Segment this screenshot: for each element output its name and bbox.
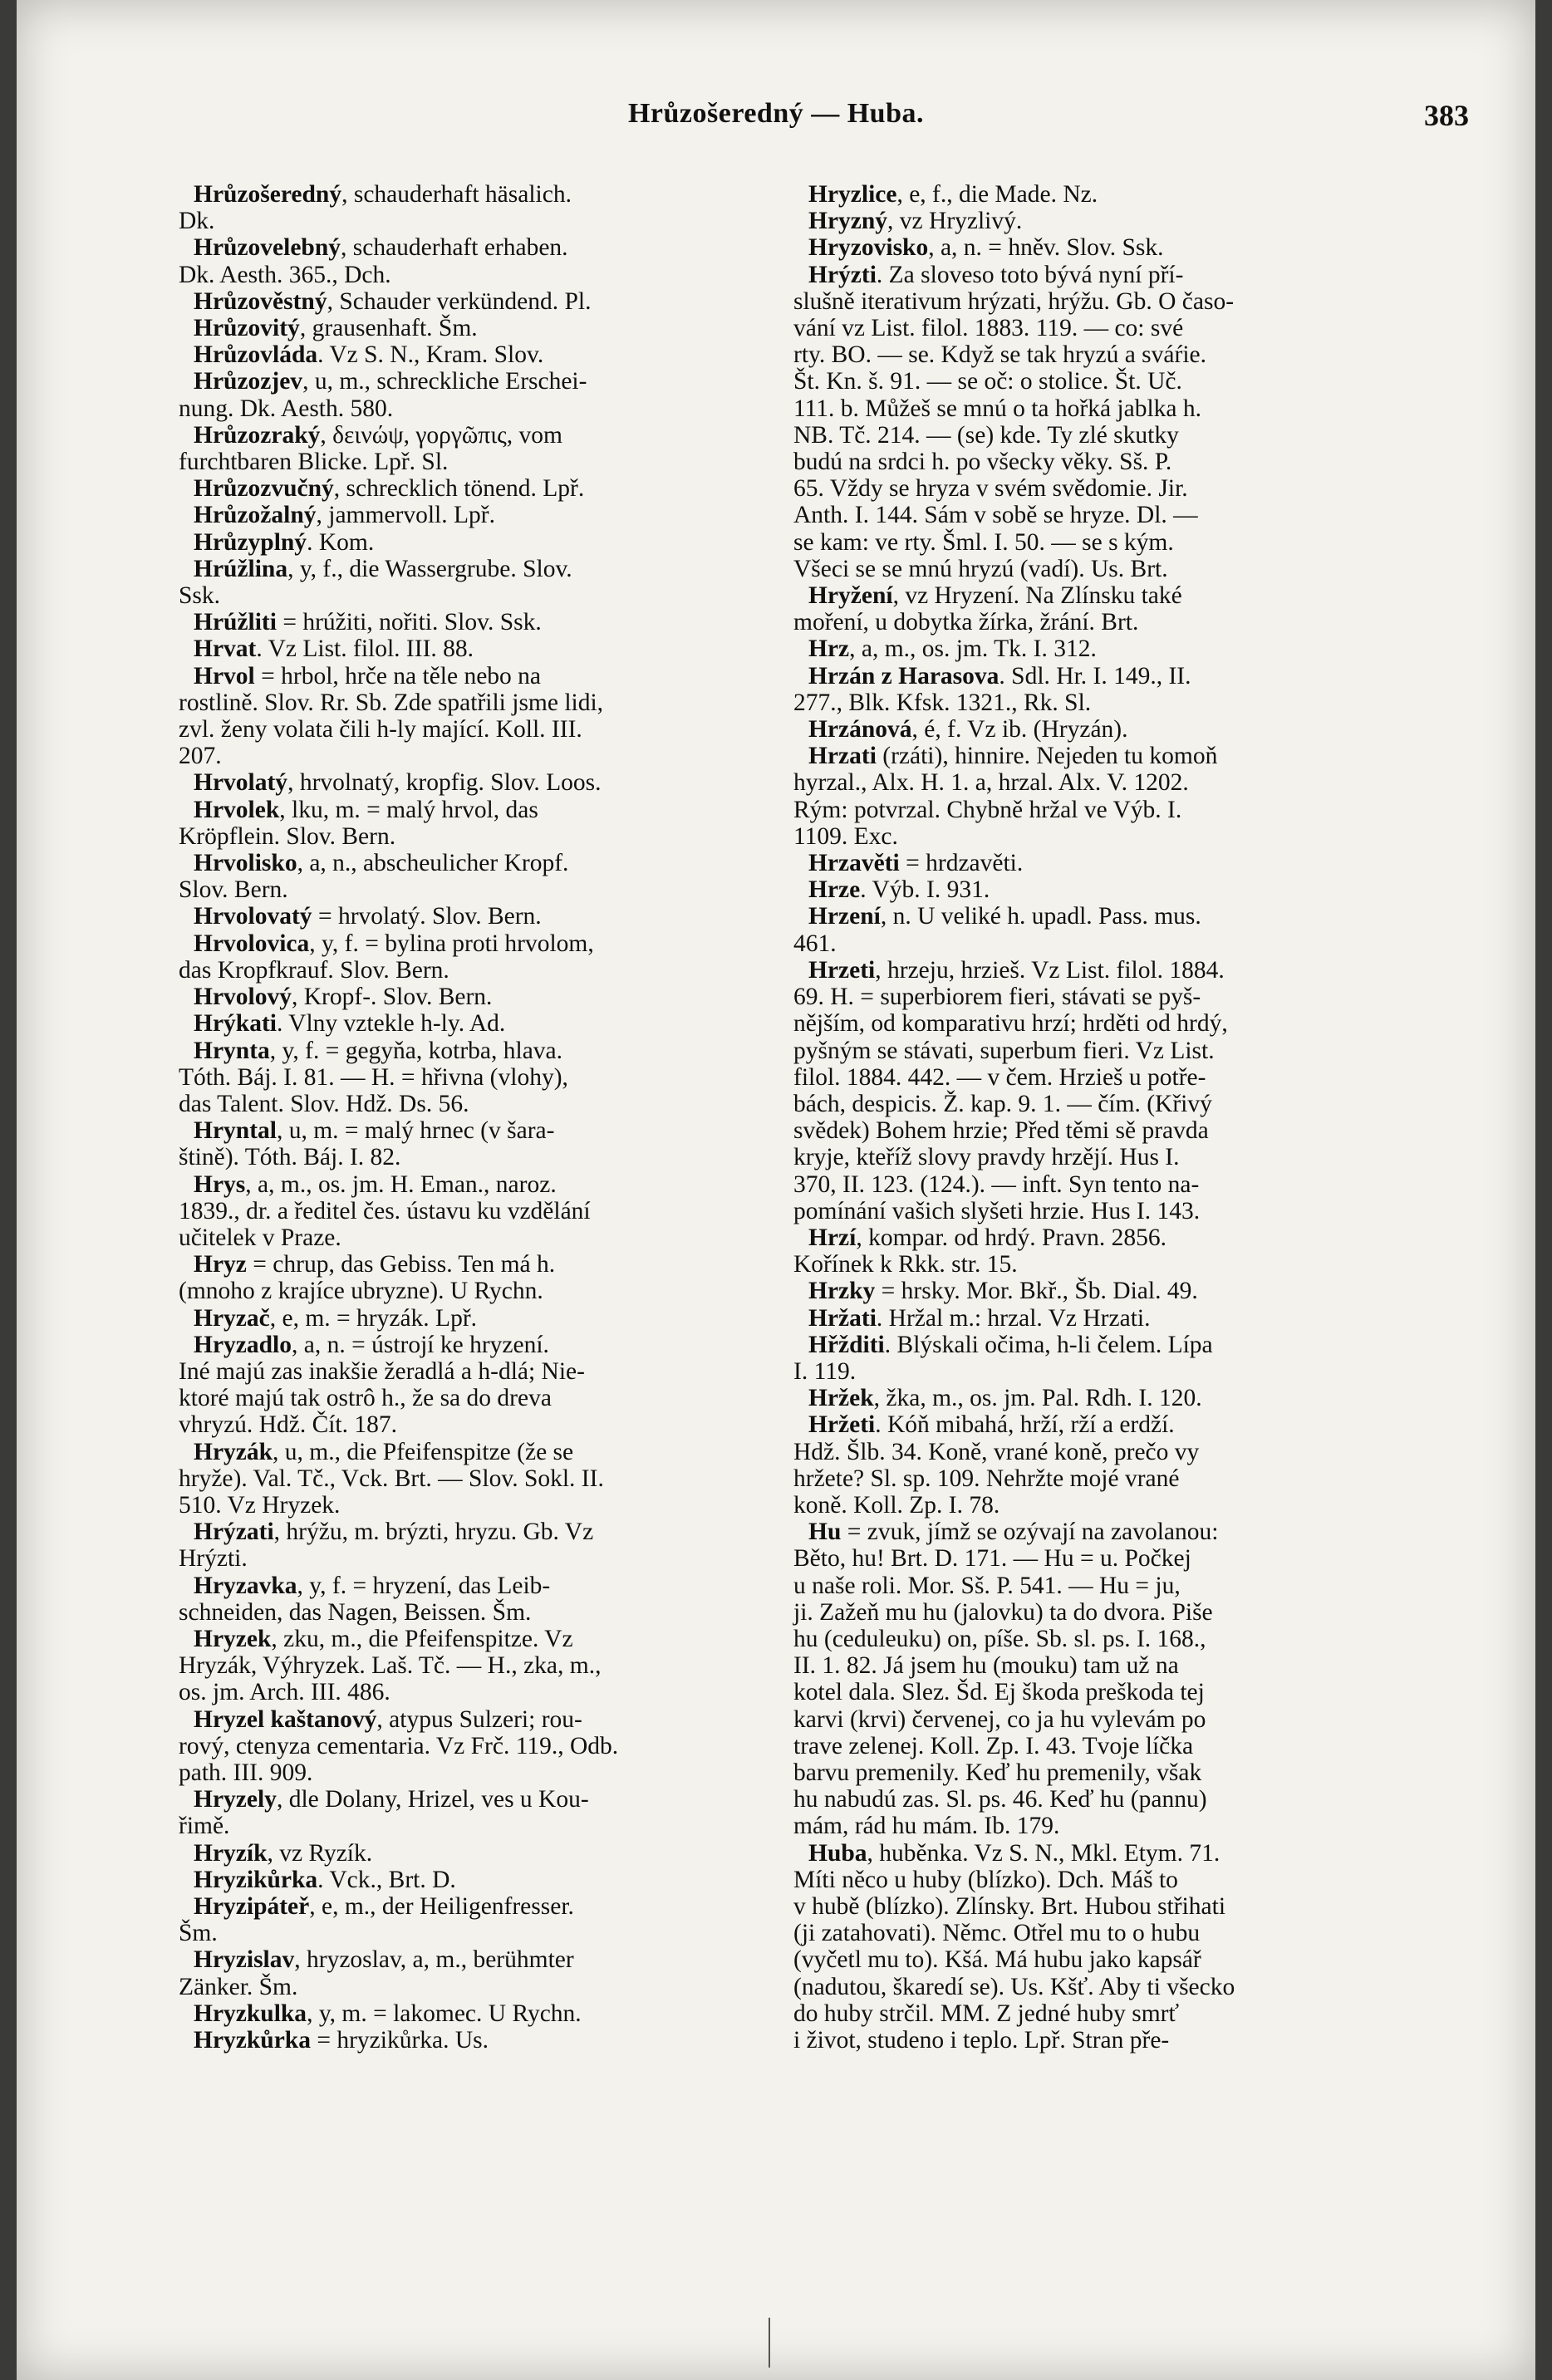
dictionary-entry (793, 663, 1342, 716)
headword: Hryzák (194, 1438, 273, 1465)
entry-line: se kam: ve rty. Šml. I. 50. — se s kým. (793, 528, 1174, 556)
entry-headline: Hrůzozjev, u, m., schreckliche Erschei- (194, 368, 587, 395)
entry-line: hržete? Sl. sp. 109. Nehržte mojé vrané (793, 1465, 1180, 1492)
entry-headline: Hrvol = hrbol, hrče na těle nebo na (194, 662, 542, 689)
dictionary-entry (179, 769, 744, 796)
entry-line: řimě. (179, 1813, 230, 1840)
entry-line: os. jm. Arch. III. 486. (179, 1679, 390, 1706)
entry-line: kotel dala. Slez. Šd. Ej škoda preškoda tej (793, 1679, 1205, 1706)
entry-headline: Hrzati (rzáti), hinnire. Nejeden tu komoň (808, 743, 1218, 770)
entry-headline: Hryzkůrka = hryzikůrka. Us. (194, 2027, 489, 2054)
entry-headline: Hrýkati. Vlny vztekle h-ly. Ad. (194, 1010, 506, 1038)
entry-line: Hrýzti. (179, 1545, 248, 1573)
dictionary-entry (793, 743, 1342, 850)
headword: Hrůzožalný (194, 502, 317, 529)
page (17, 0, 1535, 2380)
entry-headline: Hryzlice, e, f., die Made. Nz. (808, 181, 1098, 208)
dictionary-entry (793, 1519, 1342, 1839)
dictionary-entry (179, 797, 744, 850)
headword: Huba (808, 1839, 867, 1867)
entry-headline: Hrvolovatý = hrvolatý. Slov. Bern. (194, 903, 542, 930)
entry-line: 207. (179, 743, 222, 770)
dictionary-entry (179, 1867, 744, 1893)
dictionary-entry (179, 341, 744, 368)
dictionary-entry (179, 850, 744, 903)
dictionary-entry (179, 1332, 744, 1439)
entry-headline: Hrzánová, é, f. Vz ib. (Hryzán). (808, 716, 1128, 743)
dictionary-entry (793, 582, 1342, 635)
entry-headline: Huba, huběnka. Vz S. N., Mkl. Etym. 71. (808, 1839, 1220, 1867)
headword: Hrze (808, 876, 861, 904)
entry-headline: Hržati. Hržal m.: hrzal. Vz Hrzati. (808, 1304, 1151, 1332)
entry-line: v hubě (blízko). Zlínsky. Brt. Hubou střihati (793, 1893, 1226, 1920)
entry-headline: Hryzavka, y, f. = hryzení, das Leib- (194, 1572, 551, 1599)
dictionary-entry (179, 288, 744, 315)
entry-line: hryže). Val. Tč., Vck. Brt. — Slov. Sokl. II. (179, 1465, 604, 1492)
entry-headline: Hryzač, e, m. = hryzák. Lpř. (194, 1304, 478, 1332)
headword: Hrýkati (194, 1010, 277, 1038)
dictionary-entry (179, 1626, 744, 1706)
headword: Hržek (808, 1385, 874, 1412)
headword: Hrýzati (194, 1519, 274, 1546)
entry-line: nung. Dk. Aesth. 580. (179, 395, 394, 422)
entry-headline: Hrýzati, hrýžu, m. brýzti, hryzu. Gb. Vz (194, 1519, 594, 1546)
dictionary-entry (793, 1305, 1342, 1332)
headword: Hrzavěti (808, 850, 906, 877)
headword: Hryzovisko (808, 234, 929, 262)
entry-line: 510. Vz Hryzek. (179, 1491, 341, 1519)
entry-headline: Hrůzovelebný, schauderhaft erhaben. (194, 234, 568, 262)
entry-headline: Hryzovisko, a, n. = hněv. Slov. Ssk. (808, 234, 1164, 262)
entry-headline: Hrys, a, m., os. jm. H. Eman., naroz. (194, 1170, 557, 1198)
headword: Hrz (808, 635, 850, 663)
headword: Hrůzozraký (194, 421, 321, 449)
entry-line: nějším, od komparativu hrzí; hrděti od hrdý, (793, 1010, 1228, 1038)
dictionary-entry (179, 2000, 744, 2027)
dictionary-entry (793, 1411, 1342, 1519)
entry-line: Šm. (179, 1920, 218, 1947)
entry-line: Iné majú zas inakšie žeradlá a h-dlá; Nie- (179, 1357, 585, 1385)
headword: Hryzel kaštanový (194, 1705, 377, 1733)
entry-line: vhryzú. Hdž. Čít. 187. (179, 1411, 398, 1439)
entry-headline: Hrvolový, Kropf-. Slov. Bern. (194, 984, 493, 1011)
headword: Hrůzozjev (194, 368, 303, 395)
headword: Hrzati (808, 743, 883, 770)
entry-line: 1839., dr. a ředitel čes. ústavu ku vzdělání (179, 1197, 591, 1224)
entry-line: das Talent. Slov. Hdž. Ds. 56. (179, 1090, 469, 1117)
headword: Hrzeti (808, 956, 876, 984)
headword: Hryzný (808, 208, 888, 235)
dictionary-entry (179, 663, 744, 770)
entry-headline: Hrůzovitý, grausenhaft. Šm. (194, 315, 478, 342)
headword: Hrvol (194, 662, 262, 689)
entry-line: kryje, kteříž slovy pravdy hrzějí. Hus I. (793, 1144, 1180, 1171)
headword: Hržati (808, 1304, 877, 1332)
entry-headline: Hryzel kaštanový, atypus Sulzeri; rou- (194, 1705, 582, 1733)
headword: Hrvolisko (194, 850, 297, 877)
entry-line: 111. b. Můžeš se mnú o ta hořká jablka h. (793, 395, 1202, 422)
dictionary-entry (793, 1840, 1342, 2054)
headword: Hržeti (808, 1411, 876, 1439)
entry-headline: Hryz = chrup, das Gebiss. Ten má h. (194, 1251, 556, 1278)
headword: Hrůzověstný (194, 287, 327, 315)
dictionary-entry (179, 315, 744, 341)
dictionary-entry (179, 1573, 744, 1626)
entry-headline: Hrůzošeredný, schauderhaft häsalich. (194, 181, 572, 208)
dictionary-entry (793, 1332, 1342, 1385)
left-column (179, 181, 744, 2054)
headword: Hrzky (808, 1278, 882, 1305)
entry-headline: Hrzeti, hrzeju, hrzieš. Vz List. filol. 1884. (808, 956, 1225, 984)
entry-line: svědek) Bohem hrzie; Před těmi sě pravda (793, 1117, 1209, 1145)
entry-line: 1109. Exc. (793, 822, 898, 850)
entry-line: 69. H. = superbiorem fieri, stávati se pyš- (793, 984, 1201, 1011)
entry-headline: Hrzavěti = hrdzavěti. (808, 850, 1024, 877)
entry-headline: Hryzák, u, m., die Pfeifenspitze (že se (194, 1438, 574, 1465)
headword: Hrvolatý (194, 769, 288, 797)
headword: Hrůzyplný (194, 528, 307, 556)
dictionary-entry (179, 1305, 744, 1332)
entry-headline: Hrůzyplný. Kom. (194, 528, 375, 556)
headword: Hryzík (194, 1839, 268, 1867)
entry-headline: Hrvat. Vz List. filol. III. 88. (194, 635, 474, 663)
headword: Hryzikůrka (194, 1866, 318, 1893)
dictionary-entry (179, 1251, 744, 1304)
dictionary-entry (793, 850, 1342, 876)
dictionary-entry (793, 903, 1342, 956)
entry-line: Rým: potvrzal. Chybně hržal ve Výb. I. (793, 796, 1182, 823)
headword: Hryžení (808, 582, 893, 610)
dictionary-entry (793, 716, 1342, 743)
entry-line: Slov. Bern. (179, 876, 288, 904)
dictionary-entry (793, 1224, 1342, 1278)
entry-line: (vyčetl mu to). Kšá. Má hubu jako kapsář (793, 1946, 1201, 1974)
dictionary-entry (793, 181, 1342, 208)
entry-line: pyšným se stávati, superbum fieri. Vz List. (793, 1037, 1215, 1064)
headword: Hrvolek (194, 796, 280, 823)
entry-headline: Hrzky = hrsky. Mor. Bkř., Šb. Dial. 49. (808, 1278, 1198, 1305)
entry-line: štině). Tóth. Báj. I. 82. (179, 1144, 401, 1171)
entry-line: Ssk. (179, 582, 221, 610)
entry-line: hyrzal., Alx. H. 1. a, hrzal. Alx. V. 1202. (793, 769, 1189, 797)
dictionary-entry (179, 1786, 744, 1839)
entry-line: bách, despicis. Ž. kap. 9. 1. — čím. (Křivý (793, 1090, 1212, 1117)
entry-headline: Hrůzozraký, δεινώψ, γοργῶπις, vom (194, 421, 563, 449)
headword: Hryzek (194, 1625, 272, 1652)
headword: Hrzí (808, 1224, 857, 1251)
entry-line: Hdž. Šlb. 34. Koně, vrané koně, prečo vy (793, 1438, 1200, 1465)
headword: Hrúžliti (194, 609, 283, 636)
dictionary-entry (179, 181, 744, 234)
dictionary-entry (179, 422, 744, 475)
dictionary-entry (793, 1385, 1342, 1411)
headword: Hryzavka (194, 1572, 297, 1599)
dictionary-entry (793, 234, 1342, 261)
entry-headline: Hrzí, kompar. od hrdý. Pravn. 2856. (808, 1224, 1166, 1251)
entry-line: das Kropfkrauf. Slov. Bern. (179, 956, 449, 984)
entry-headline: Hrzení, n. U veliké h. upadl. Pass. mus. (808, 903, 1201, 930)
entry-line: (ji zatahovati). Němc. Otřel mu to o hubu (793, 1920, 1201, 1947)
entry-line: 65. Vždy se hryza v svém svědomie. Jir. (793, 475, 1188, 503)
headword: Hryzkulka (194, 2000, 307, 2027)
headword: Hrzán z Harasova (808, 662, 999, 689)
entry-line: hu nabudú zas. Sl. ps. 46. Keď hu (pannu) (793, 1786, 1207, 1813)
entry-line: NB. Tč. 214. — (se) kde. Ty zlé skutky (793, 421, 1179, 449)
dictionary-entry (179, 930, 744, 984)
entry-line: ktoré majú tak ostrô h., že sa do dreva (179, 1385, 552, 1412)
entry-line: Míti něco u huby (blízko). Dch. Máš to (793, 1866, 1178, 1893)
dictionary-entry (179, 1840, 744, 1867)
dictionary-entry (179, 1439, 744, 1519)
dictionary-entry (179, 556, 744, 609)
entry-headline: Hrůzovláda. Vz S. N., Kram. Slov. (194, 341, 544, 369)
entry-headline: Hrvolek, lku, m. = malý hrvol, das (194, 796, 538, 823)
dictionary-entry (179, 502, 744, 528)
entry-headline: Hryzislav, hryzoslav, a, m., berühmter (194, 1946, 574, 1974)
dictionary-entry (179, 984, 744, 1010)
dictionary-entry (179, 234, 744, 287)
entry-headline: Hrůzozvučný, schrecklich tönend. Lpř. (194, 475, 585, 503)
dictionary-entry (179, 368, 744, 421)
headword: Hrůzovláda (194, 341, 318, 369)
entry-line: Št. Kn. š. 91. — se oč: o stolice. Št. Uč. (793, 368, 1182, 395)
dictionary-entry (179, 475, 744, 502)
dictionary-entry (179, 1010, 744, 1037)
entry-headline: Hrúžliti = hrúžiti, nořiti. Slov. Ssk. (194, 609, 542, 636)
entry-line: Hryzák, Výhryzek. Laš. Tč. — H., zka, m., (179, 1652, 602, 1680)
dictionary-entry (793, 876, 1342, 903)
page-header (66, 98, 1486, 148)
entry-line: Tóth. Báj. I. 81. — H. = hřivna (vlohy), (179, 1063, 568, 1091)
entry-headline: Hrvolovica, y, f. = bylina proti hrvolom, (194, 930, 594, 957)
headword: Hryzislav (194, 1946, 295, 1974)
entry-headline: Hu = zvuk, jímž se ozývají na zavolanou: (808, 1519, 1219, 1546)
entry-headline: Hrz, a, m., os. jm. Tk. I. 312. (808, 635, 1097, 663)
entry-line: moření, u dobytka žírka, žrání. Brt. (793, 609, 1139, 636)
headword: Hryzadlo (194, 1331, 292, 1358)
headword: Hrvolový (194, 984, 292, 1011)
dictionary-entry (179, 1171, 744, 1252)
entry-line: budú na srdci h. po všecky věky. Sš. P. (793, 449, 1172, 476)
entry-line: I. 119. (793, 1357, 857, 1385)
headword: Hrzení (808, 903, 881, 930)
dictionary-entry (179, 1706, 744, 1787)
entry-headline: Hrůzožalný, jammervoll. Lpř. (194, 502, 495, 529)
entry-headline: Hrýzti. Za sloveso toto bývá nyní pří- (808, 261, 1184, 288)
entry-line: filol. 1884. 442. — v čem. Hrzieš u potře- (793, 1063, 1206, 1091)
headword: Hrvolovica (194, 930, 310, 957)
entry-line: vání vz List. filol. 1883. 119. — co: své (793, 315, 1184, 342)
entry-line: Běto, hu! Brt. D. 171. — Hu = u. Počkej (793, 1545, 1191, 1573)
entry-headline: Hržeti. Kóň mibahá, hrží, rží a erdží. (808, 1411, 1175, 1439)
dictionary-entry (179, 609, 744, 635)
dictionary-entry (179, 2027, 744, 2054)
entry-line: i život, studeno i teplo. Lpř. Stran pře- (793, 2027, 1170, 2054)
entry-line: zvl. ženy volata čili h-ly mající. Koll. III. (179, 716, 582, 743)
right-column (793, 181, 1342, 2054)
headword: Hu (808, 1519, 847, 1546)
entry-line: schneiden, das Nagen, Beissen. Šm. (179, 1598, 532, 1626)
entry-line: (mnoho z krajíce ubryzne). U Rychn. (179, 1278, 543, 1305)
headword: Hrúžlina (194, 555, 288, 582)
dictionary-entry (179, 635, 744, 662)
entry-line: 461. (793, 930, 837, 957)
entry-line: do huby strčil. MM. Z jedné huby smrť (793, 2000, 1180, 2027)
entry-headline: Hrynta, y, f. = gegyňa, kotrba, hlava. (194, 1037, 563, 1064)
column-divider (769, 2318, 770, 2368)
entry-line: 370, II. 123. (124.). — inft. Syn tento na- (793, 1170, 1200, 1198)
headword: Hrvat (194, 635, 257, 663)
entry-line: rty. BO. — se. Když se tak hryzú a sváŕie. (793, 341, 1206, 369)
entry-headline: Hržek, žka, m., os. jm. Pal. Rdh. I. 120. (808, 1385, 1202, 1412)
entry-line: Dk. Aesth. 365., Dch. (179, 261, 391, 288)
entry-headline: Hrúžlina, y, f., die Wassergrube. Slov. (194, 555, 572, 582)
entry-headline: Hryzný, vz Hryzlivý. (808, 208, 1023, 235)
headword: Hryzipáteř (194, 1893, 310, 1920)
entry-line: (nadutou, škaredí se). Us. Kšť. Aby ti všecko (793, 1973, 1235, 2000)
entry-line: Kröpflein. Slov. Bern. (179, 822, 396, 850)
headword: Hrůzovelebný (194, 234, 341, 262)
headword: Hrynta (194, 1037, 270, 1064)
entry-headline: Hryzely, dle Dolany, Hrizel, ves u Kou- (194, 1786, 589, 1813)
entry-headline: Hřžditi. Blýskali očima, h-li čelem. Lípa (808, 1331, 1213, 1358)
headword: Hryzely (194, 1786, 277, 1813)
headword: Hrůzovitý (194, 315, 300, 342)
dictionary-entry (793, 957, 1342, 1224)
dictionary-entry (179, 1038, 744, 1118)
entry-line: path. III. 909. (179, 1759, 313, 1786)
entry-line: rový, ctenyza cementaria. Vz Frč. 119., Odb. (179, 1732, 619, 1759)
entry-line: Všeci se se mnú hryzú (vadí). Us. Brt. (793, 555, 1168, 582)
entry-line: rostlině. Slov. Rr. Sb. Zde spatřili jsme lidi, (179, 689, 604, 716)
dictionary-entry (793, 262, 1342, 582)
headword: Hryzač (194, 1304, 270, 1332)
dictionary-entry (179, 1946, 744, 2000)
headword: Hrys (194, 1170, 246, 1198)
entry-line: karvi (krvi) červenej, co ja hu vylevám po (793, 1705, 1206, 1733)
dictionary-entry (793, 208, 1342, 234)
entry-headline: Hryzikůrka. Vck., Brt. D. (194, 1866, 456, 1893)
headword: Hrůzošeredný (194, 181, 342, 208)
dictionary-entry (793, 635, 1342, 662)
entry-headline: Hrzán z Harasova. Sdl. Hr. I. 149., II. (808, 662, 1191, 689)
entry-line: Kořínek k Rkk. str. 15. (793, 1251, 1018, 1278)
dictionary-entry (179, 903, 744, 930)
entry-headline: Hryzkulka, y, m. = lakomec. U Rychn. (194, 2000, 582, 2027)
dictionary-entry (793, 1278, 1342, 1304)
headword: Hrvolovatý (194, 903, 318, 930)
entry-line: Zänker. Šm. (179, 1973, 298, 2000)
dictionary-entry (179, 529, 744, 556)
entry-headline: Hrůzověstný, Schauder verkündend. Pl. (194, 287, 592, 315)
entry-headline: Hryzadlo, a, n. = ústrojí ke hryzení. (194, 1331, 549, 1358)
headword: Hrýzti (808, 261, 877, 288)
entry-line: Dk. (179, 208, 215, 235)
entry-line: ji. Zažeň mu hu (jalovku) ta do dvora. Piše (793, 1598, 1213, 1626)
entry-line: u naše roli. Mor. Sš. P. 541. — Hu = ju, (793, 1572, 1181, 1599)
headword: Hryzkůrka (194, 2027, 317, 2054)
entry-line: 277., Blk. Kfsk. 1321., Rk. Sl. (793, 689, 1092, 716)
dictionary-entry (179, 1519, 744, 1572)
headword: Hryzlice (808, 181, 897, 208)
entry-headline: Hrvolatý, hrvolnatý, kropfig. Slov. Loos. (194, 769, 602, 797)
headword: Hrůzozvučný (194, 475, 334, 503)
headword: Hrzánová (808, 716, 912, 743)
running-head: Hrůzošeredný — Huba. (627, 98, 924, 129)
entry-headline: Hrvolisko, a, n., abscheulicher Kropf. (194, 850, 569, 877)
entry-line: furchtbaren Blicke. Lpř. Sl. (179, 449, 449, 476)
entry-line: koně. Koll. Zp. I. 78. (793, 1491, 1000, 1519)
entry-line: II. 1. 82. Já jsem hu (mouku) tam už na (793, 1652, 1179, 1680)
entry-headline: Hryzík, vz Ryzík. (194, 1839, 373, 1867)
headword: Hryz (194, 1251, 253, 1278)
entry-headline: Hrze. Výb. I. 931. (808, 876, 990, 904)
entry-line: trave zelenej. Koll. Zp. I. 43. Tvoje líčka (793, 1732, 1194, 1759)
entry-line: mám, rád hu mám. Ib. 179. (793, 1813, 1060, 1840)
headword: Hryntal (194, 1117, 277, 1145)
entry-line: slušně iterativum hrýzati, hrýžu. Gb. O časo- (793, 287, 1235, 315)
dictionary-entry (179, 1117, 744, 1170)
entry-line: Anth. I. 144. Sám v sobě se hryze. Dl. — (793, 502, 1198, 529)
entry-headline: Hryzek, zku, m., die Pfeifenspitze. Vz (194, 1625, 573, 1652)
page-number: 383 (1424, 99, 1469, 132)
entry-line: barvu premenily. Keď hu premenily, však (793, 1759, 1202, 1786)
dictionary-entry (179, 1893, 744, 1946)
entry-line: učitelek v Praze. (179, 1224, 341, 1251)
entry-headline: Hryntal, u, m. = malý hrnec (v šara- (194, 1117, 555, 1145)
entry-headline: Hryžení, vz Hryzení. Na Zlínsku také (808, 582, 1182, 610)
entry-line: pomínání vašich slyšeti hrzie. Hus I. 143. (793, 1197, 1201, 1224)
entry-line: hu (ceduleuku) on, píše. Sb. sl. ps. I. 168., (793, 1625, 1206, 1652)
headword: Hřžditi (808, 1331, 885, 1358)
entry-headline: Hryzipáteř, e, m., der Heiligenfresser. (194, 1893, 574, 1920)
